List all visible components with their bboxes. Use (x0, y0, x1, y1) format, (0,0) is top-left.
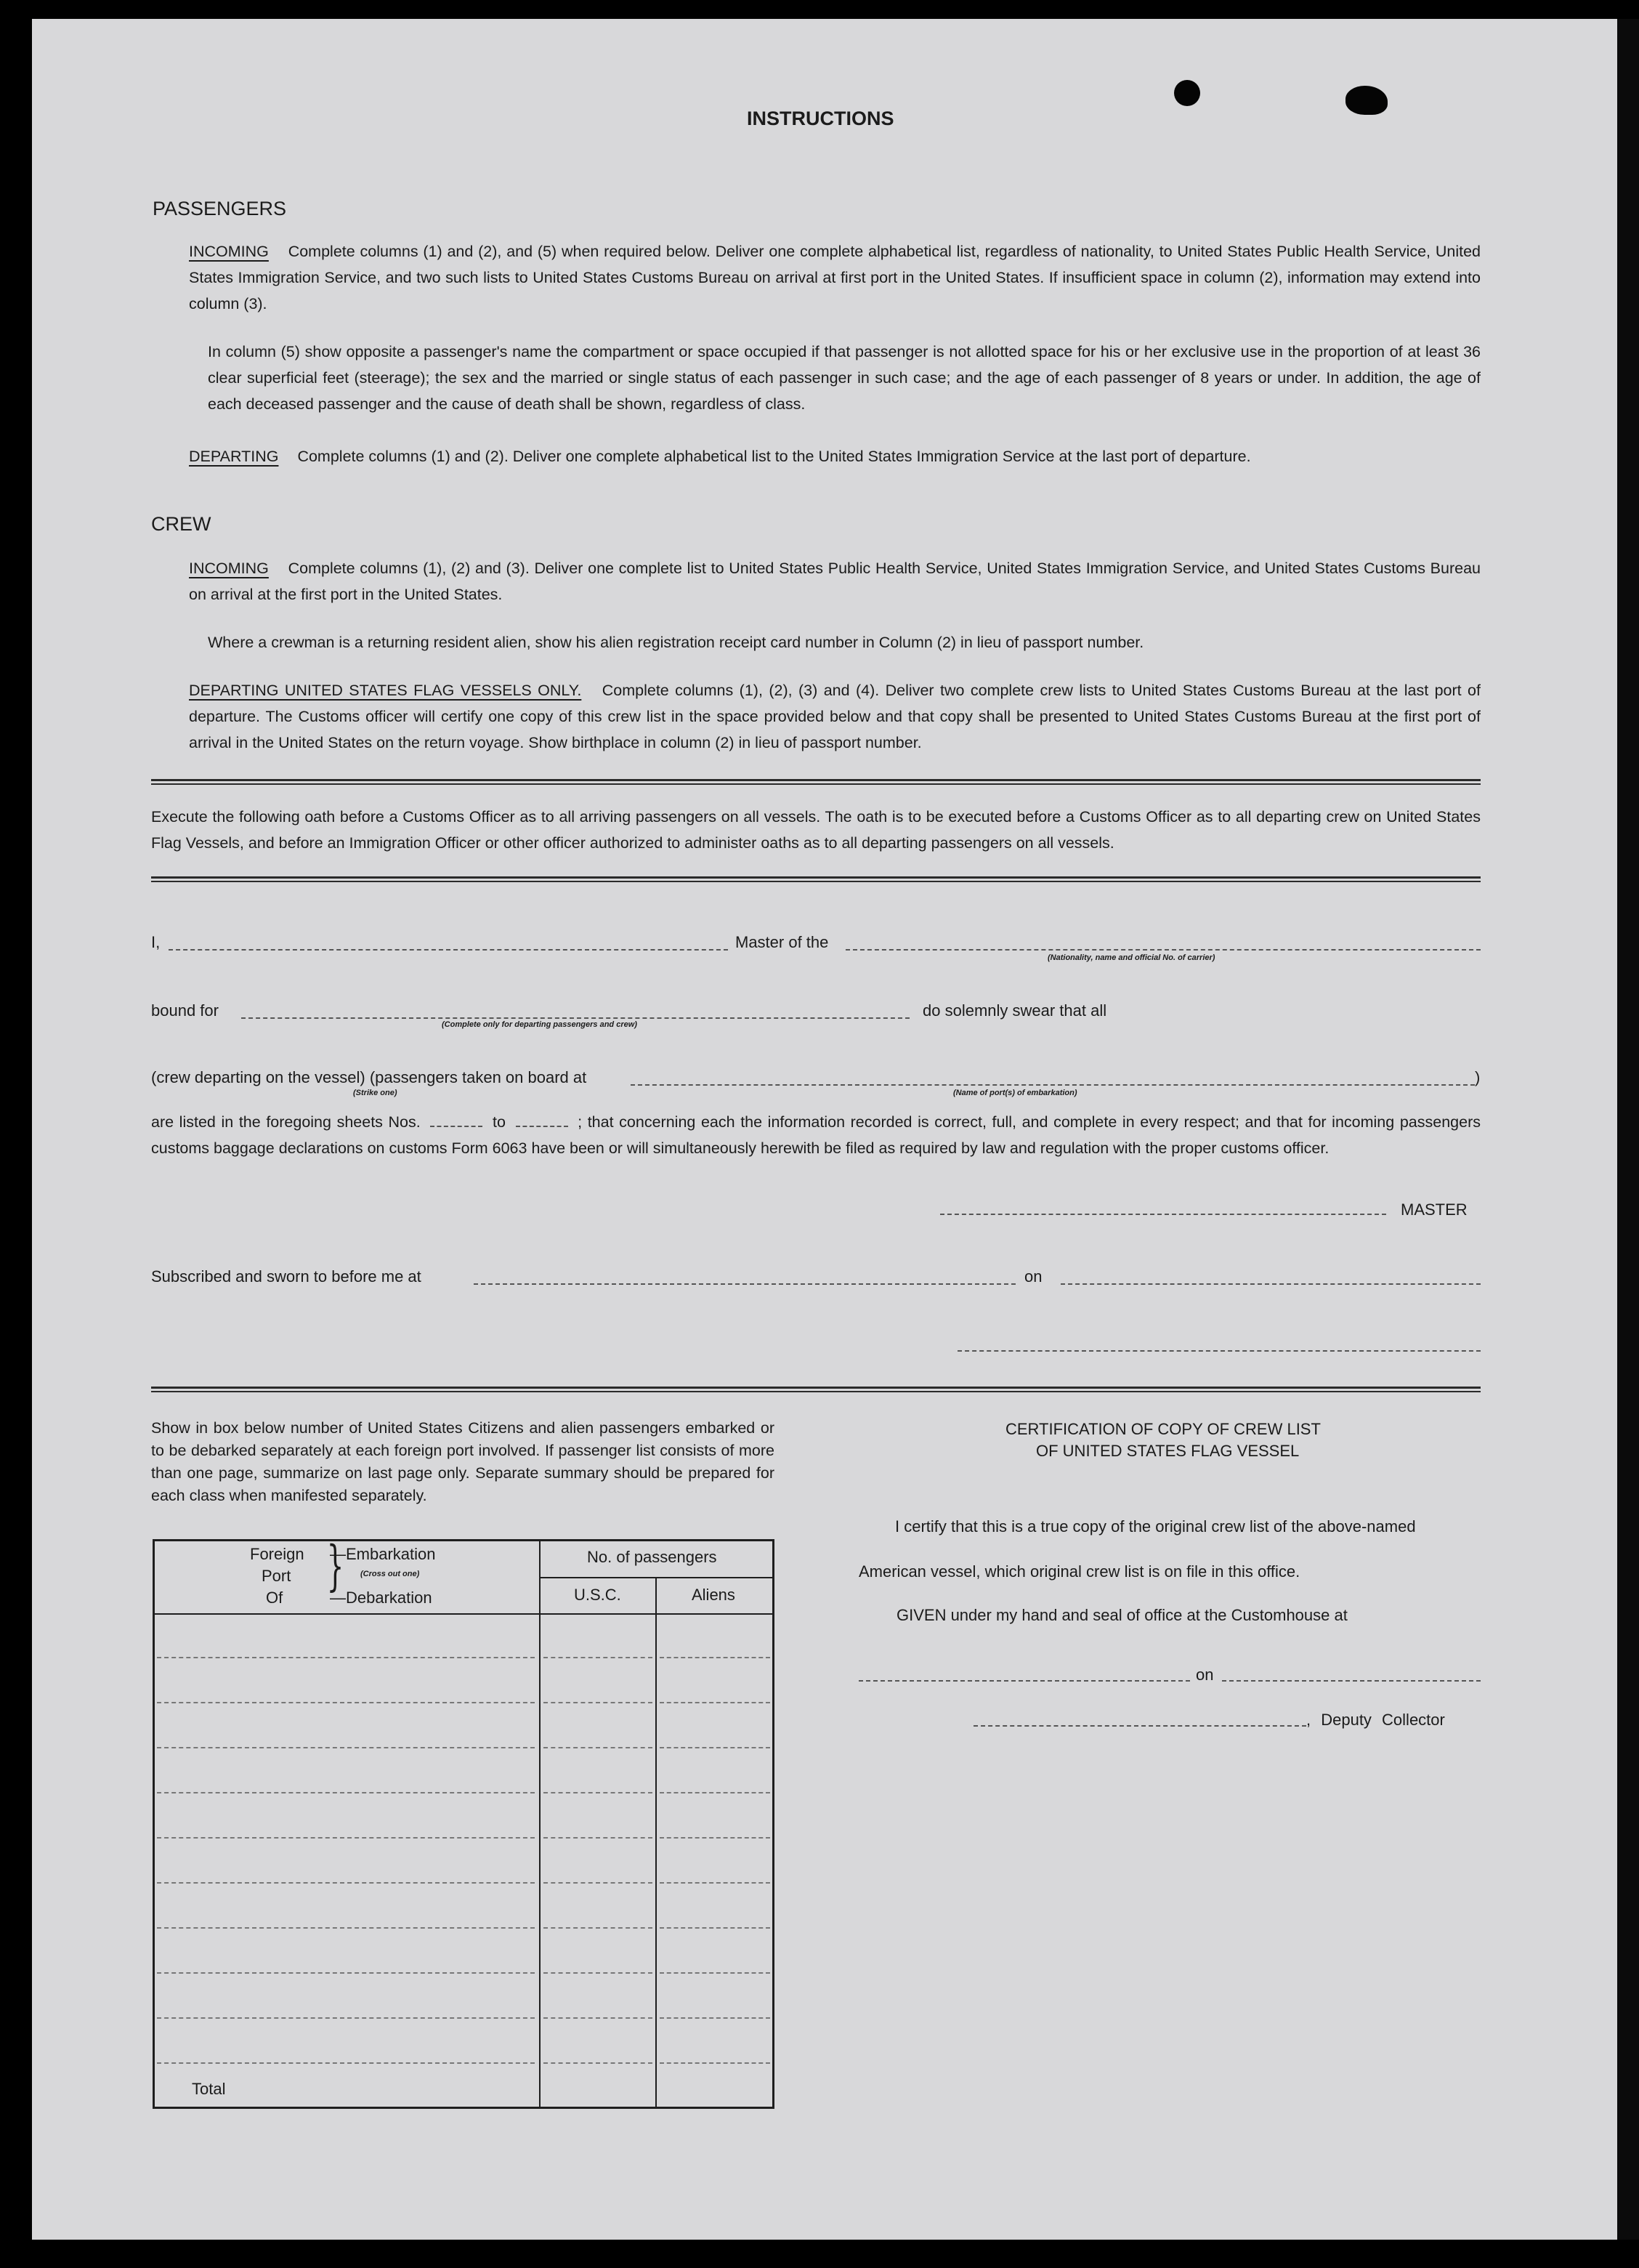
table-entry-row[interactable] (660, 1657, 770, 1658)
passengers-departing-paragraph (189, 443, 1481, 469)
table-entry-row[interactable] (660, 1747, 770, 1748)
deputy-collector-label: , Deputy Collector (1306, 1711, 1445, 1729)
table-entry-row[interactable] (157, 1747, 535, 1748)
table-header-bottom (154, 1613, 773, 1615)
table-col-divider-2 (655, 1577, 657, 2107)
table-entry-row[interactable] (157, 1882, 535, 1884)
page-title: INSTRUCTIONS (747, 108, 894, 129)
listed-text-b: ; that concerning each the information recorded is correct, full, and complete in every respect; and that for incoming passengers customs baggage declarations on customs Form 6063 have been or will simultaneously herewith be filed as required by law and regulation with the proper customs officer. (151, 1113, 1481, 1157)
table-entry-row[interactable] (543, 1882, 652, 1884)
punch-hole-right (1345, 86, 1388, 115)
table-entry-row[interactable] (660, 2062, 770, 2064)
subscribed-date-field[interactable] (1061, 1283, 1481, 1285)
crew-heading: CREW (151, 513, 211, 535)
cross-out-hint: (Cross out one) (360, 1570, 420, 1578)
table-entry-row[interactable] (157, 2062, 535, 2064)
subscribed-place-field[interactable] (474, 1283, 1016, 1285)
certify-line-a: I certify that this is a true copy of the original crew list of the above-named (895, 1517, 1416, 1535)
table-entry-row[interactable] (660, 1837, 770, 1839)
certification-on-label: on (1196, 1666, 1214, 1684)
table-entry-row[interactable] (543, 1927, 652, 1929)
table-entry-row[interactable] (543, 1792, 652, 1793)
port-hint: (Name of port(s) of embarkation) (953, 1089, 1077, 1097)
master-label: MASTER (1401, 1200, 1468, 1219)
close-paren: ) (1475, 1068, 1481, 1086)
oath-intro-paragraph: Execute the following oath before a Customs Officer as to all arriving passengers on all vessels. The oath is to be executed before a Customs Officer as to all departing crew on United States Flag Vessels, and before an Immigration Officer or other officer authorized to administer oaths as to all departing passengers on all vessels. (151, 808, 1481, 852)
table-entry-row[interactable] (157, 1927, 535, 1929)
table-entry-row[interactable] (157, 1792, 535, 1793)
listed-text-a: are listed in the foregoing sheets Nos. (151, 1113, 421, 1131)
table-entry-row[interactable] (660, 1972, 770, 1974)
passengers-incoming-text: Complete columns (1) and (2), and (5) when required below. Deliver one complete alphabetical list, regardless of nationality, to United States Public Health Service, United States Immigration Service, and two such lists to United States Customs Bureau on arrival at first port in the United States. If insufficient space in column (2), information may extend into column (3). (189, 243, 1481, 312)
oath-i-label: I, (151, 933, 161, 951)
deputy-signature-field[interactable] (974, 1725, 1306, 1727)
sheet-to-field[interactable] (516, 1126, 568, 1127)
certify-line-b: American vessel, which original crew list is on file in this office. (859, 1562, 1300, 1581)
passengers-heading: PASSENGERS (153, 198, 287, 219)
passengers-incoming-paragraph (189, 238, 1481, 317)
divider-2 (151, 876, 1481, 882)
crew-departing-paragraph (189, 677, 1481, 756)
of-label: Of (266, 1589, 283, 1607)
no-passengers-header: No. of passengers (587, 1548, 717, 1566)
punch-hole-left (1174, 80, 1200, 106)
total-label: Total (192, 2080, 226, 2098)
bound-for-field[interactable] (241, 1017, 910, 1019)
embarkation-label: —Embarkation (330, 1545, 436, 1563)
bound-for-label: bound for (151, 1001, 219, 1020)
table-entry-row[interactable] (660, 1792, 770, 1793)
passengers-departing-label: DEPARTING (189, 448, 279, 465)
customhouse-field[interactable] (859, 1680, 1190, 1682)
crew-incoming-paragraph (189, 555, 1481, 608)
crew-departing-text: Complete columns (1), (2), (3) and (4). Deliver two complete crew lists to United States Customs Bureau at the last port of departure. The Customs officer will certify one copy of this crew list in the space provided below and that copy shall be presented to United States Customs Bureau at the first port of arrival in the United States on the return voyage. Show birthplace in column (2) in lieu of passport number. (189, 682, 1481, 751)
passengers-departing-text: Complete columns (1) and (2). Deliver one complete alphabetical list to the United States Immigration Service at the last port of departure. (297, 448, 1251, 465)
table-entry-row[interactable] (660, 1927, 770, 1929)
table-entry-row[interactable] (157, 1702, 535, 1703)
table-entry-row[interactable] (543, 1702, 652, 1703)
swear-label: do solemnly swear that all (923, 1001, 1107, 1020)
passenger-summary-table (153, 1535, 774, 2109)
certification-title-1: CERTIFICATION OF COPY OF CREW LIST (1005, 1420, 1321, 1438)
divider-1 (151, 779, 1481, 785)
divider-3 (151, 1387, 1481, 1392)
table-entry-row[interactable] (660, 2017, 770, 2019)
scan-edge (1617, 19, 1639, 2240)
subscribed-on-label: on (1024, 1267, 1043, 1286)
certification-title-2: OF UNITED STATES FLAG VESSEL (1036, 1442, 1300, 1460)
table-entry-row[interactable] (543, 1972, 652, 1974)
table-entry-row[interactable] (660, 1702, 770, 1703)
table-entry-row[interactable] (157, 2017, 535, 2019)
departing-hint: (Complete only for departing passengers and crew) (442, 1020, 637, 1029)
usc-header: U.S.C. (574, 1586, 621, 1604)
passengers-incoming-label: INCOMING (189, 243, 269, 260)
summary-paragraph: Show in box below number of United States Citizens and alien passengers embarked or to be debarked separately at each foreign port involved. If passenger list consists of more than one page, summarize on last page only. Separate summary should be prepared for each class when manifested separately. (151, 1419, 774, 1504)
officer-signature-field[interactable] (958, 1350, 1481, 1352)
table-entry-row[interactable] (157, 1837, 535, 1839)
table-entry-row[interactable] (543, 1657, 652, 1658)
given-label: GIVEN under my hand and seal of office at the Customhouse at (897, 1606, 1348, 1624)
foreign-label: Foreign (250, 1545, 304, 1563)
embarkation-port-field[interactable] (631, 1084, 1475, 1086)
table-entry-row[interactable] (543, 2017, 652, 2019)
table-entry-row[interactable] (543, 2062, 652, 2064)
table-header-divider (541, 1577, 773, 1578)
crew-incoming-label: INCOMING (189, 560, 269, 577)
table-entry-row[interactable] (157, 1972, 535, 1974)
brace-icon: } (326, 1535, 344, 1597)
crew-incoming-text: Complete columns (1), (2) and (3). Deliver one complete list to United States Public Health Service, United States Immigration Service, and United States Customs Bureau on arrival at the first port in the United States. (189, 560, 1481, 603)
strike-one-hint: (Strike one) (353, 1089, 397, 1097)
table-col-divider-1 (539, 1541, 541, 2107)
crew-resident-paragraph: Where a crewman is a returning resident alien, show his alien registration receipt card number in Column (2) in lieu of passport number. (208, 634, 1144, 651)
table-entry-row[interactable] (543, 1747, 652, 1748)
table-entry-row[interactable] (157, 1657, 535, 1658)
listed-to-label: to (492, 1113, 506, 1131)
sheet-from-field[interactable] (430, 1126, 482, 1127)
passengers-column5-paragraph: In column (5) show opposite a passenger's name the compartment or space occupied if that passenger is not allotted space for his or her exclusive use in the proportion of at least 36 clear superficial feet (steerage); the sex and the married or single status of each passenger in such case; and the age of each passenger of 8 years or under. In addition, the age of each deceased passenger and the cause of death shall be shown, regardless of class. (208, 343, 1481, 413)
certification-date-field[interactable] (1222, 1680, 1481, 1682)
listed-paragraph (151, 1109, 1481, 1161)
crew-passengers-label: (crew departing on the vessel) (passengers taken on board at (151, 1068, 587, 1086)
debarkation-label: —Debarkation (330, 1589, 432, 1607)
table-entry-row[interactable] (660, 1882, 770, 1884)
port-label: Port (262, 1567, 291, 1585)
carrier-field[interactable] (846, 949, 1481, 951)
aliens-header: Aliens (692, 1586, 735, 1604)
nationality-hint: (Nationality, name and official No. of carrier) (1048, 953, 1215, 962)
master-signature-field[interactable] (940, 1214, 1386, 1215)
table-entry-row[interactable] (543, 1837, 652, 1839)
master-of-label: Master of the (735, 933, 829, 951)
crew-departing-label: DEPARTING UNITED STATES FLAG VESSELS ONLY. (189, 682, 582, 699)
subscribed-label: Subscribed and sworn to before me at (151, 1267, 421, 1286)
master-name-field[interactable] (169, 949, 728, 951)
